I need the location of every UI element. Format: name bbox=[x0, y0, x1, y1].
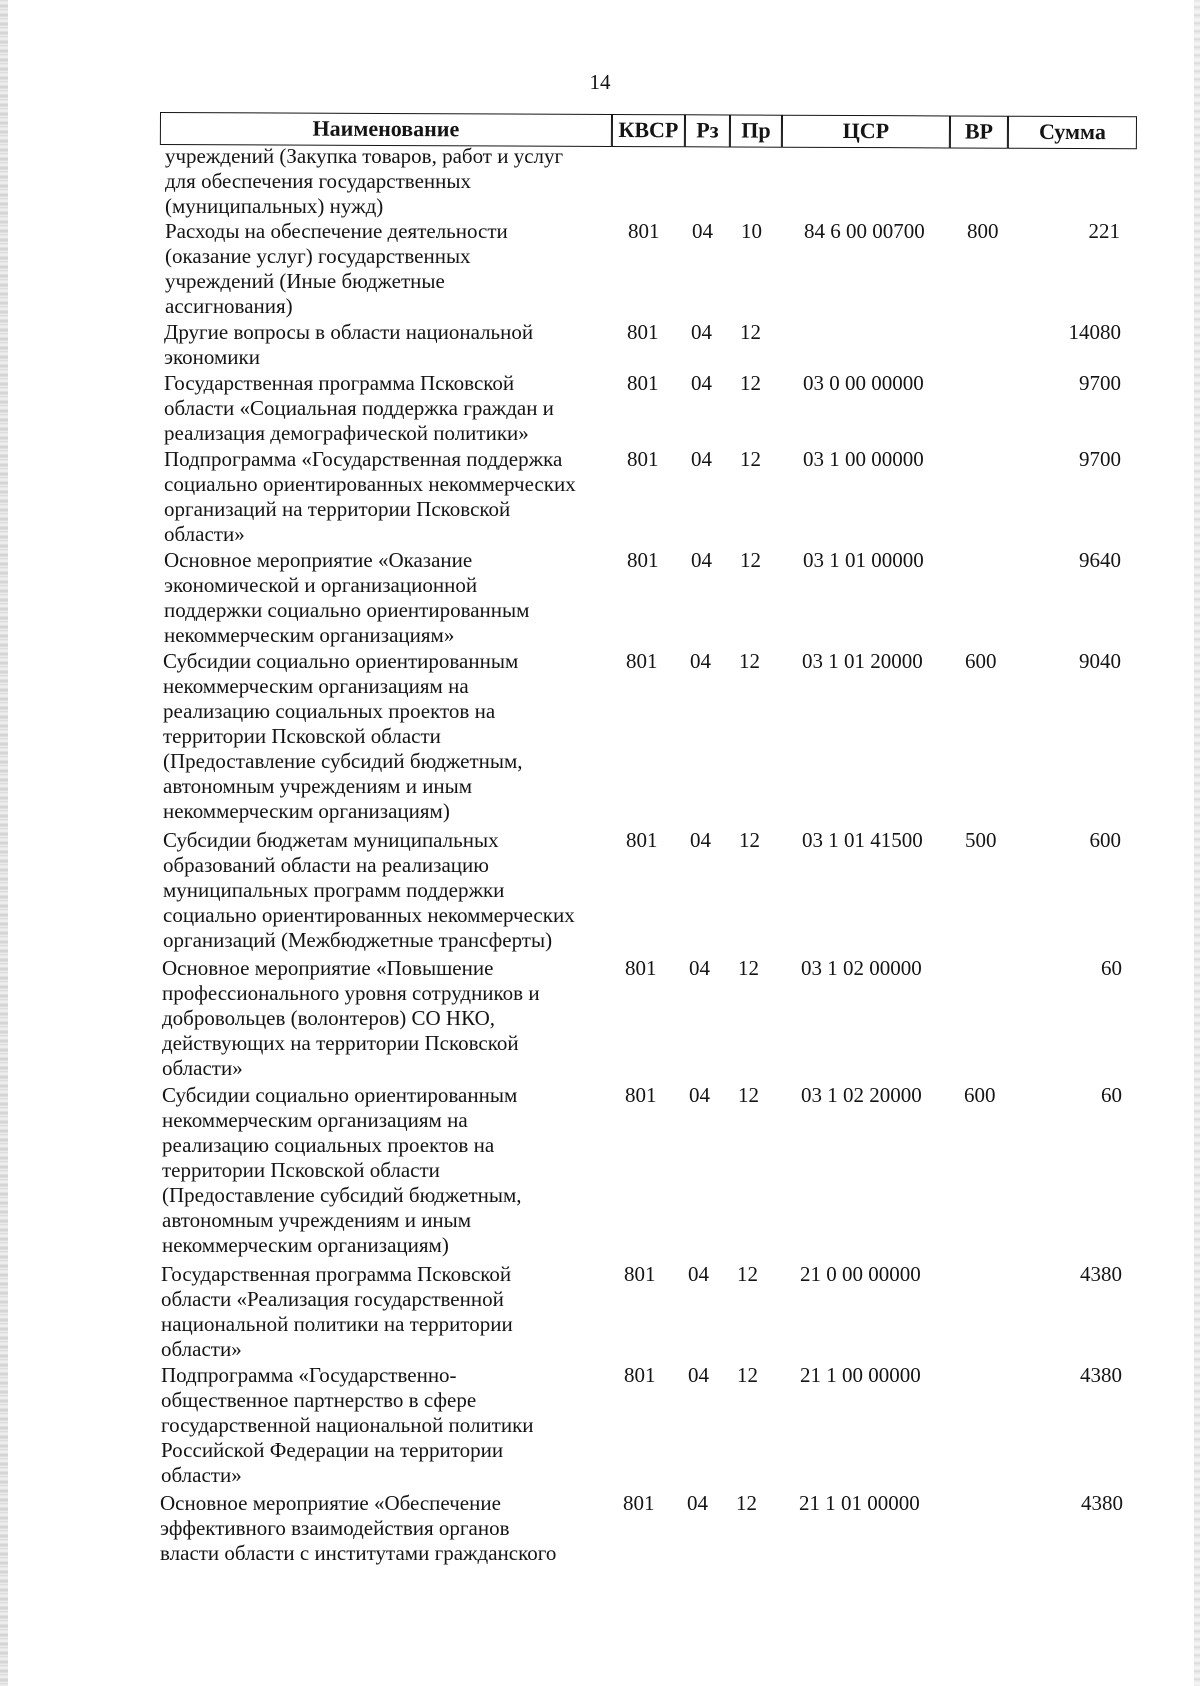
cell-kvsr: 801 bbox=[624, 1363, 656, 1387]
cell-pr: 12 bbox=[740, 320, 761, 344]
cell-name-line: эффективного взаимодействия органов bbox=[160, 1516, 510, 1540]
cell-name-line: поддержки социально ориентированным bbox=[164, 598, 530, 622]
cell-name-line: территории Псковской области bbox=[162, 1158, 440, 1182]
cell-csr: 21 1 00 00000 bbox=[800, 1363, 921, 1387]
cell-rz: 04 bbox=[688, 1363, 709, 1387]
cell-name-line: действующих на территории Псковской bbox=[162, 1031, 519, 1055]
cell-name bbox=[161, 1363, 601, 1488]
cell-name-line: некоммерческим организациям) bbox=[162, 1233, 449, 1257]
cell-name-line: реализацию социальных проектов на bbox=[162, 1133, 495, 1157]
cell-name-line: некоммерческим организациям» bbox=[164, 623, 455, 647]
cell-vr: 600 bbox=[965, 649, 997, 673]
cell-sum: 60 bbox=[1101, 1083, 1122, 1107]
cell-pr: 10 bbox=[741, 219, 762, 243]
cell-name-line: Субсидии социально ориентированным bbox=[162, 1083, 518, 1107]
cell-pr: 12 bbox=[738, 1083, 759, 1107]
cell-pr: 12 bbox=[740, 447, 761, 471]
cell-name-line: Государственная программа Псковской bbox=[161, 1262, 512, 1286]
cell-csr: 21 0 00 00000 bbox=[800, 1262, 921, 1286]
cell-name-line: Российской Федерации на территории bbox=[161, 1438, 504, 1462]
cell-name-line: добровольцев (волонтеров) СО НКО, bbox=[162, 1006, 495, 1030]
cell-name-line: Основное мероприятие «Повышение bbox=[162, 956, 494, 980]
cell-name-line: для обеспечения государственных bbox=[165, 169, 471, 193]
cell-name-line: национальной политики на территории bbox=[161, 1312, 513, 1336]
cell-rz: 04 bbox=[689, 956, 710, 980]
cell-csr: 03 1 02 20000 bbox=[801, 1083, 922, 1107]
header-name: Наименование bbox=[160, 112, 612, 147]
cell-kvsr: 801 bbox=[627, 320, 659, 344]
cell-name bbox=[164, 548, 604, 648]
page-number: 14 bbox=[589, 70, 611, 94]
cell-pr: 12 bbox=[739, 828, 760, 852]
cell-pr: 12 bbox=[737, 1262, 758, 1286]
cell-name-line: территории Псковской области bbox=[163, 724, 441, 748]
cell-name-line: ассигнования) bbox=[165, 294, 293, 318]
cell-name-line: реализацию социальных проектов на bbox=[163, 699, 496, 723]
cell-rz: 04 bbox=[689, 1083, 710, 1107]
cell-name-line: некоммерческим организациям на bbox=[162, 1108, 468, 1132]
cell-name-line: области» bbox=[164, 522, 245, 546]
cell-sum: 9700 bbox=[1079, 371, 1121, 395]
cell-name-line: автономным учреждениям и иным bbox=[162, 1208, 472, 1232]
cell-csr: 84 6 00 00700 bbox=[804, 219, 925, 243]
cell-name-line: некоммерческим организациям на bbox=[163, 674, 469, 698]
cell-sum: 4380 bbox=[1080, 1363, 1122, 1387]
cell-csr: 03 1 00 00000 bbox=[803, 447, 924, 471]
cell-pr: 12 bbox=[740, 371, 761, 395]
header-sum: Сумма bbox=[1008, 116, 1137, 150]
cell-sum: 9040 bbox=[1079, 649, 1121, 673]
cell-name-line: Подпрограмма «Государственно- bbox=[161, 1363, 457, 1387]
cell-name bbox=[163, 828, 603, 953]
cell-name-line: (муниципальных) нужд) bbox=[165, 194, 384, 218]
cell-name-line: Субсидии бюджетам муниципальных bbox=[163, 828, 499, 852]
cell-name-line: социально ориентированных некоммерческих bbox=[164, 472, 576, 496]
header-rz: Рз bbox=[685, 114, 730, 147]
cell-name-line: Основное мероприятие «Обеспечение bbox=[160, 1491, 501, 1515]
cell-pr: 12 bbox=[737, 1363, 758, 1387]
cell-kvsr: 801 bbox=[628, 219, 660, 243]
cell-name bbox=[160, 1491, 600, 1566]
cell-name-line: профессионального уровня сотрудников и bbox=[162, 981, 540, 1005]
header-vr: ВР bbox=[950, 115, 1008, 148]
cell-name-line: области» bbox=[161, 1463, 242, 1487]
header-kvsr: КВСР bbox=[612, 114, 685, 147]
cell-pr: 12 bbox=[736, 1491, 757, 1515]
cell-kvsr: 801 bbox=[627, 371, 659, 395]
cell-pr: 12 bbox=[740, 548, 761, 572]
cell-name-line: экономической и организационной bbox=[164, 573, 478, 597]
cell-name-line: некоммерческим организациям) bbox=[163, 799, 450, 823]
cell-csr: 03 1 01 41500 bbox=[802, 828, 923, 852]
cell-name-line: образований области на реализацию bbox=[163, 853, 489, 877]
cell-rz: 04 bbox=[690, 649, 711, 673]
cell-csr: 03 1 02 00000 bbox=[801, 956, 922, 980]
cell-name bbox=[161, 1262, 601, 1362]
cell-sum: 9640 bbox=[1079, 548, 1121, 572]
cell-rz: 04 bbox=[691, 320, 712, 344]
cell-rz: 04 bbox=[691, 447, 712, 471]
cell-name-line: Субсидии социально ориентированным bbox=[163, 649, 519, 673]
cell-rz: 04 bbox=[687, 1491, 708, 1515]
cell-name-line: организаций (Межбюджетные трансферты) bbox=[163, 928, 553, 952]
cell-vr: 600 bbox=[964, 1083, 996, 1107]
cell-csr: 03 1 01 00000 bbox=[803, 548, 924, 572]
cell-kvsr: 801 bbox=[624, 1262, 656, 1286]
cell-sum: 4380 bbox=[1080, 1262, 1122, 1286]
cell-rz: 04 bbox=[690, 828, 711, 852]
cell-pr: 12 bbox=[738, 956, 759, 980]
cell-name-line: учреждений (Закупка товаров, работ и услуг bbox=[165, 144, 564, 168]
cell-name-line: общественное партнерство в сфере bbox=[161, 1388, 477, 1412]
cell-kvsr: 801 bbox=[626, 649, 658, 673]
cell-sum: 4380 bbox=[1081, 1491, 1123, 1515]
cell-name bbox=[164, 371, 604, 446]
cell-kvsr: 801 bbox=[626, 828, 658, 852]
cell-name-line: автономным учреждениям и иным bbox=[163, 774, 473, 798]
cell-name-line: Расходы на обеспечение деятельности bbox=[165, 219, 508, 243]
cell-name bbox=[164, 320, 604, 370]
cell-name bbox=[162, 956, 602, 1081]
cell-name-line: области» bbox=[161, 1337, 242, 1361]
cell-name bbox=[163, 649, 603, 824]
cell-name-line: области» bbox=[162, 1056, 243, 1080]
cell-name-line: государственной национальной политики bbox=[161, 1413, 534, 1437]
cell-kvsr: 801 bbox=[625, 956, 657, 980]
cell-name-line: экономики bbox=[164, 345, 260, 369]
cell-name-line: Государственная программа Псковской bbox=[164, 371, 515, 395]
cell-vr: 800 bbox=[967, 219, 999, 243]
cell-rz: 04 bbox=[688, 1262, 709, 1286]
cell-name-line: Подпрограмма «Государственная поддержка bbox=[164, 447, 563, 471]
cell-name bbox=[165, 144, 605, 219]
cell-name-line: области «Социальная поддержка граждан и bbox=[164, 396, 554, 420]
cell-name-line: Другие вопросы в области национальной bbox=[164, 320, 534, 344]
cell-name-line: социально ориентированных некоммерческих bbox=[163, 903, 575, 927]
cell-sum: 600 bbox=[1089, 828, 1121, 852]
cell-name bbox=[164, 447, 604, 547]
cell-name-line: реализация демографической политики» bbox=[164, 421, 529, 445]
cell-name bbox=[165, 219, 605, 319]
cell-name-line: Основное мероприятие «Оказание bbox=[164, 548, 473, 572]
cell-csr: 03 1 01 20000 bbox=[802, 649, 923, 673]
cell-name-line: учреждений (Иные бюджетные bbox=[165, 269, 445, 293]
cell-name-line: муниципальных программ поддержки bbox=[163, 878, 505, 902]
cell-name-line: (Предоставление субсидий бюджетным, bbox=[162, 1183, 522, 1207]
cell-name-line: организаций на территории Псковской bbox=[164, 497, 511, 521]
cell-rz: 04 bbox=[691, 371, 712, 395]
cell-kvsr: 801 bbox=[623, 1491, 655, 1515]
cell-sum: 9700 bbox=[1079, 447, 1121, 471]
cell-kvsr: 801 bbox=[627, 447, 659, 471]
cell-csr: 03 0 00 00000 bbox=[803, 371, 924, 395]
cell-kvsr: 801 bbox=[627, 548, 659, 572]
cell-name bbox=[162, 1083, 602, 1258]
cell-name-line: области «Реализация государственной bbox=[161, 1287, 504, 1311]
cell-sum: 60 bbox=[1101, 956, 1122, 980]
cell-rz: 04 bbox=[691, 548, 712, 572]
cell-sum: 14080 bbox=[1068, 320, 1121, 344]
cell-kvsr: 801 bbox=[625, 1083, 657, 1107]
cell-csr: 21 1 01 00000 bbox=[799, 1491, 920, 1515]
cell-vr: 500 bbox=[965, 828, 997, 852]
header-pr: Пр bbox=[730, 114, 782, 147]
cell-rz: 04 bbox=[692, 219, 713, 243]
cell-name-line: (Предоставление субсидий бюджетным, bbox=[163, 749, 523, 773]
cell-sum: 221 bbox=[1088, 219, 1120, 243]
cell-pr: 12 bbox=[739, 649, 760, 673]
cell-name-line: (оказание услуг) государственных bbox=[165, 244, 471, 268]
cell-name-line: власти области с институтами гражданского bbox=[160, 1541, 557, 1565]
header-csr: ЦСР bbox=[782, 115, 950, 149]
